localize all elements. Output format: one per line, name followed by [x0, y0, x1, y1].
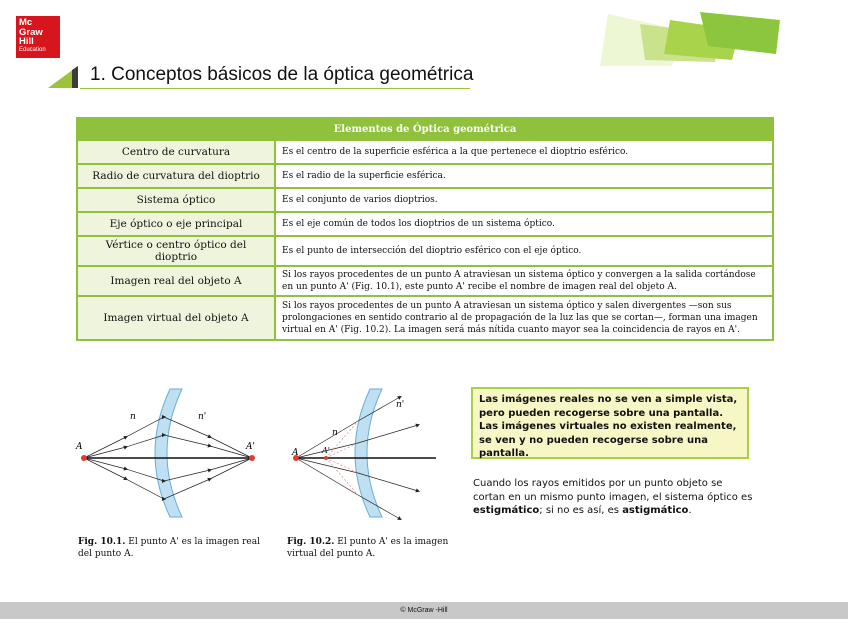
term-cell: Centro de curvatura: [77, 140, 275, 164]
term-astigmatico: astigmático: [622, 505, 689, 516]
copyright-text: © McGraw -Hill: [400, 607, 448, 614]
figure-10-1: [75, 389, 255, 517]
term-estigmatico: estigmático: [473, 505, 540, 516]
table-row: [77, 236, 773, 266]
definition-cell: Es el conjunto de varios dioptrios.: [275, 188, 773, 212]
label-n: n: [332, 428, 338, 438]
decorative-banner: [600, 10, 790, 66]
logo-line-2: Graw: [19, 26, 43, 38]
term-cell: Imagen virtual del objeto A: [77, 296, 275, 340]
image-point: [249, 455, 255, 461]
lens-surface: [355, 389, 382, 517]
label-A: A: [76, 442, 83, 452]
optics-figures: [70, 385, 450, 525]
image-point: [324, 456, 328, 460]
term-cell: Eje óptico o eje principal: [77, 212, 275, 236]
paragraph-text: .: [688, 505, 692, 516]
label-A-prime: A': [322, 446, 330, 455]
stigmatism-paragraph: [473, 477, 753, 518]
label-n-prime: n': [198, 412, 207, 422]
definition-cell: Si los rayos procedentes de un punto A atraviesan un sistema óptico y salen divergentes —son sus prolongaciones en sentido contrario al de propagación de la luz las que se cortan—, forman una imagen virtual en A' (Fig. 10.2). La imagen será más nítida cuanto mayor sea la coincidencia de rayos en A'.: [275, 296, 773, 340]
label-A-prime: A': [246, 442, 255, 452]
figure-10-1-caption: [78, 536, 263, 560]
paragraph-text: Cuando los rayos emitidos por un punto objeto se cortan en un mismo punto imagen, el sistema óptico es: [473, 478, 753, 503]
label-n: n: [130, 412, 136, 422]
logo-line-1: Mc: [19, 17, 33, 28]
table-header: Elementos de Óptica geométrica: [77, 118, 773, 140]
table-row: [77, 164, 773, 188]
term-cell: Sistema óptico: [77, 188, 275, 212]
mcgraw-hill-logo: [16, 16, 60, 58]
caption-text: El punto A' es la imagen virtual del punto A.: [287, 537, 449, 559]
definition-cell: Es el centro de la superficie esférica a la que pertenece el dioptrio esférico.: [275, 140, 773, 164]
figure-10-2: [291, 389, 436, 519]
logo-line-4: Education: [19, 46, 46, 53]
table-row: [77, 188, 773, 212]
label-n-prime: n': [396, 400, 405, 410]
title-triangle-icon: [46, 64, 82, 90]
paragraph-text: ; si no es así, es: [539, 505, 623, 516]
optics-elements-table: [76, 117, 774, 341]
page-title: 1. Conceptos básicos de la óptica geométrica: [90, 64, 474, 85]
definition-cell: Es el radio de la superficie esférica.: [275, 164, 773, 188]
lens-surface: [155, 389, 182, 517]
note-box: Las imágenes reales no se ven a simple vista, pero pueden recogerse sobre una pantalla. Las imágenes virtuales no existen realmente, se ven y no pueden recogerse sobre una pantalla.: [471, 387, 749, 459]
table-row: [77, 266, 773, 296]
label-A: A: [292, 448, 299, 458]
caption-text: El punto A' es la imagen real del punto A.: [78, 537, 260, 559]
definition-cell: Es el eje común de todos los dioptrios de un sistema óptico.: [275, 212, 773, 236]
title-underline: [80, 88, 470, 89]
term-cell: Radio de curvatura del dioptrio: [77, 164, 275, 188]
caption-label: Fig. 10.2.: [287, 537, 335, 547]
footer-bar: [0, 602, 848, 619]
term-cell: Imagen real del objeto A: [77, 266, 275, 296]
table-row: [77, 140, 773, 164]
table-row: [77, 212, 773, 236]
table-row: [77, 296, 773, 340]
title-bar: [46, 64, 476, 90]
caption-label: Fig. 10.1.: [78, 537, 126, 547]
term-cell: Vértice o centro óptico del dioptrio: [77, 236, 275, 266]
definition-cell: Es el punto de intersección del dioptrio esférico con el eje óptico.: [275, 236, 773, 266]
definition-cell: Si los rayos procedentes de un punto A atraviesan un sistema óptico y convergen a la salida cortándose en un punto A' (Fig. 10.1), este punto A' recibe el nombre de imagen real del objeto A.: [275, 266, 773, 296]
logo-line-3: Hill: [19, 36, 34, 47]
figure-10-2-caption: [287, 536, 457, 560]
object-point: [81, 455, 87, 461]
